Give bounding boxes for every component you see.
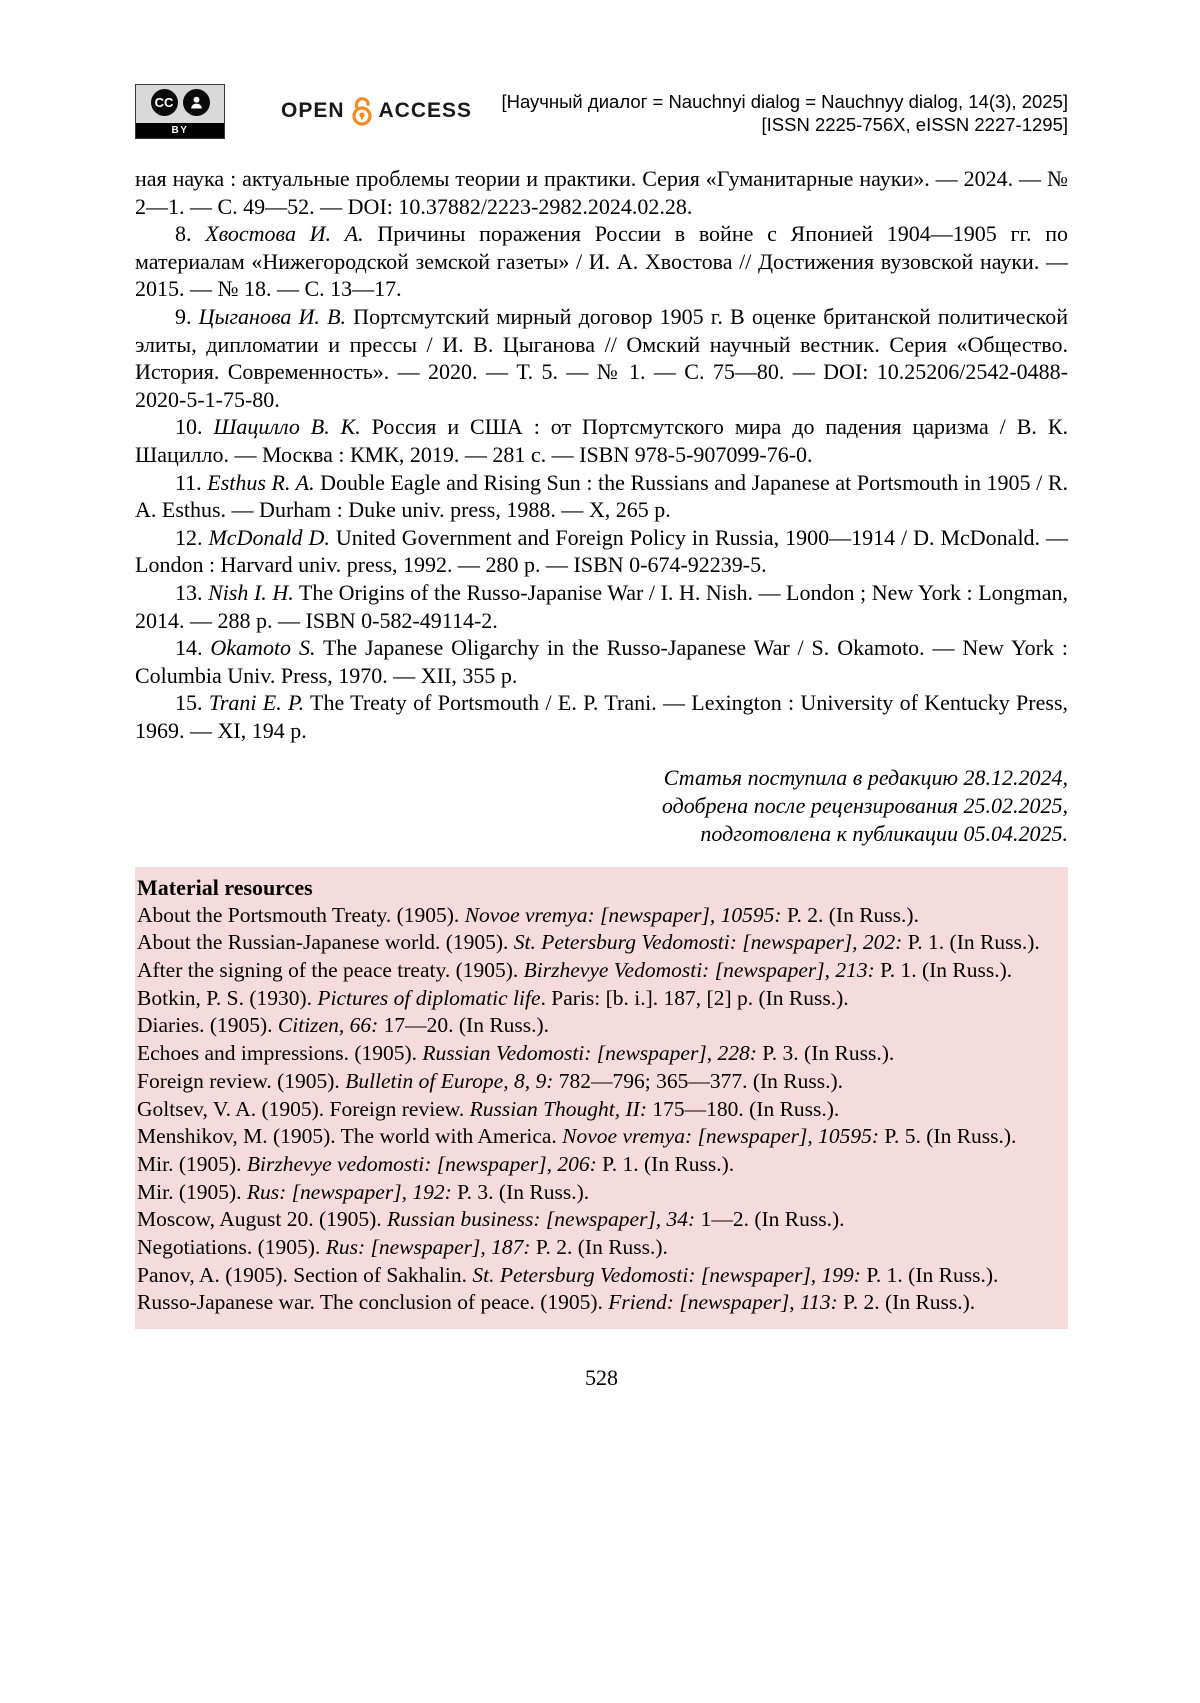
material-resource-item: Diaries. (1905). Citizen, 66: 17—20. (In Russ.). [137, 1013, 550, 1038]
cc-badge-icons [136, 85, 224, 116]
material-resource-item: Mir. (1905). Birzhevye vedomosti: [newspaper], 206: P. 1. (In Russ.). [137, 1151, 735, 1176]
material-resource-item: Negotiations. (1905). Rus: [newspaper], 187: P. 2. (In Russ.). [137, 1235, 668, 1260]
submission-note [135, 764, 1068, 847]
journal-citation [472, 90, 1068, 136]
material-resource-item: Botkin, P. S. (1930). Pictures of diplomatic life. Paris: [b. i.]. 187, [2] p. (In Russ.). [137, 985, 849, 1010]
cc-icon: CC [151, 89, 178, 116]
cc-by-label: BY [136, 123, 224, 138]
reference-item: 8. Хвостова И. А. Причины поражения России в войне с Японией 1904—1905 гг. по материалам «Нижегородской земской газеты» / И. А. Хвостова // Достижения вузовской науки. — 2015. — № 18. — С. 13—17. [135, 221, 1068, 302]
material-resources-list [137, 902, 1066, 1318]
open-access-open-label: OPEN [281, 99, 345, 122]
material-resource-item: About the Russian-Japanese world. (1905). St. Petersburg Vedomosti: [newspaper], 202: P. 1. (In Russ.). [137, 930, 1040, 955]
reference-item: 12. McDonald D. United Government and Foreign Policy in Russia, 1900—1914 / D. McDonald. — London : Harvard univ. press, 1992. — 280 p. — ISBN 0-674-92239-5. [135, 524, 1069, 578]
reference-item: 14. Okamoto S. The Japanese Oligarchy in the Russo-Japanese War / S. Okamoto. — New York : Columbia Univ. Press, 1970. — XII, 355 p. [135, 635, 1068, 688]
cc-by-badge [135, 84, 225, 139]
page-header [135, 84, 1068, 139]
reference-item: 11. Esthus R. A. Double Eagle and Rising Sun : the Russians and Japanese at Portsmouth in 1905 / R. A. Esthus. — Durham : Duke univ. press, 1988. — X, 265 p. [135, 469, 1068, 523]
material-resource-item: About the Portsmouth Treaty. (1905). Novoe vremya: [newspaper], 10595: P. 2. (In Russ.). [137, 902, 919, 927]
submission-note-line: Статья поступила в редакцию 28.12.2024, [663, 765, 1068, 791]
material-resource-item: Menshikov, M. (1905). The world with America. Novoe vremya: [newspaper], 10595: P. 5. (In Russ.). [137, 1124, 1017, 1149]
material-resource-item: Moscow, August 20. (1905). Russian business: [newspaper], 34: 1—2. (In Russ.). [137, 1207, 845, 1232]
material-resource-item: Goltsev, V. A. (1905). Foreign review. Russian Thought, II: 175—180. (In Russ.). [137, 1096, 840, 1121]
reference-item: 13. Nish I. H. The Origins of the Russo-Japanise War / I. H. Nish. — London ; New York : Longman, 2014. — 288 p. — ISBN 0-582-49114-2. [135, 579, 1069, 633]
material-resource-item: Russo-Japanese war. The conclusion of peace. (1905). Friend: [newspaper], 113: P. 2. (In Russ.). [137, 1290, 976, 1315]
submission-note-line: подготовлена к публикации 05.04.2025. [700, 820, 1068, 846]
material-resource-item: Echoes and impressions. (1905). Russian Vedomosti: [newspaper], 228: P. 3. (In Russ.). [137, 1041, 895, 1066]
reference-item: 10. Шацилло В. К. Россия и США : от Портсмутского мира до падения царизма / В. К. Шацилло. — Москва : КМК, 2019. — 281 с. — ISBN 978-5-907099-76-0. [135, 414, 1068, 467]
material-resource-item: After the signing of the peace treaty. (1905). Birzhevye Vedomosti: [newspaper], 213: P. 1. (In Russ.). [137, 957, 1013, 982]
material-resource-item: Foreign review. (1905). Bulletin of Europe, 8, 9: 782—796; 365—377. (In Russ.). [137, 1068, 844, 1093]
reference-item: 15. Trani E. P. The Treaty of Portsmouth / E. P. Trani. — Lexington : University of Kentucky Press, 1969. — XI, 194 p. [135, 690, 1069, 743]
open-access-access-label: ACCESS [378, 99, 473, 122]
page-number: 528 [585, 1365, 618, 1391]
reference-item: ная наука : актуальные проблемы теории и практики. Серия «Гуманитарные науки». — 2024. — № 2—1. — С. 49—52. — DOI: 10.37882/2223-2982.2024.02.28. [135, 166, 1068, 219]
material-resource-item: Panov, A. (1905). Section of Sakhalin. St. Petersburg Vedomosti: [newspaper], 199: P. 1. (In Russ.). [137, 1262, 999, 1287]
open-access-logo [281, 96, 472, 126]
material-resources-section [135, 867, 1068, 1330]
submission-note-line: одобрена после рецензирования 25.02.2025, [661, 793, 1068, 819]
journal-citation-line2: [ISSN 2225-756X, eISSN 2227-1295] [761, 114, 1068, 135]
material-resources-heading: Material resources [137, 874, 313, 900]
journal-citation-line1: [Научный диалог = Nauchnyi dialog = Nauchnyy dialog, 14(3), 2025] [501, 91, 1068, 112]
person-icon [183, 89, 210, 116]
reference-item: 9. Цыганова И. В. Портсмутский мирный договор 1905 г. В оценке британской политической элиты, дипломатии и прессы / И. В. Цыганова // Омский научный вестник. Серия «Общество. История. Современность». — 2020. — Т. 5. — № 1. — С. 75—80. — DOI: 10.25206/2542-0488-2020-5-1-75-80. [135, 303, 1068, 412]
references-list [135, 165, 1068, 744]
material-resource-item: Mir. (1905). Rus: [newspaper], 192: P. 3. (In Russ.). [137, 1179, 590, 1204]
open-lock-icon [350, 96, 374, 126]
